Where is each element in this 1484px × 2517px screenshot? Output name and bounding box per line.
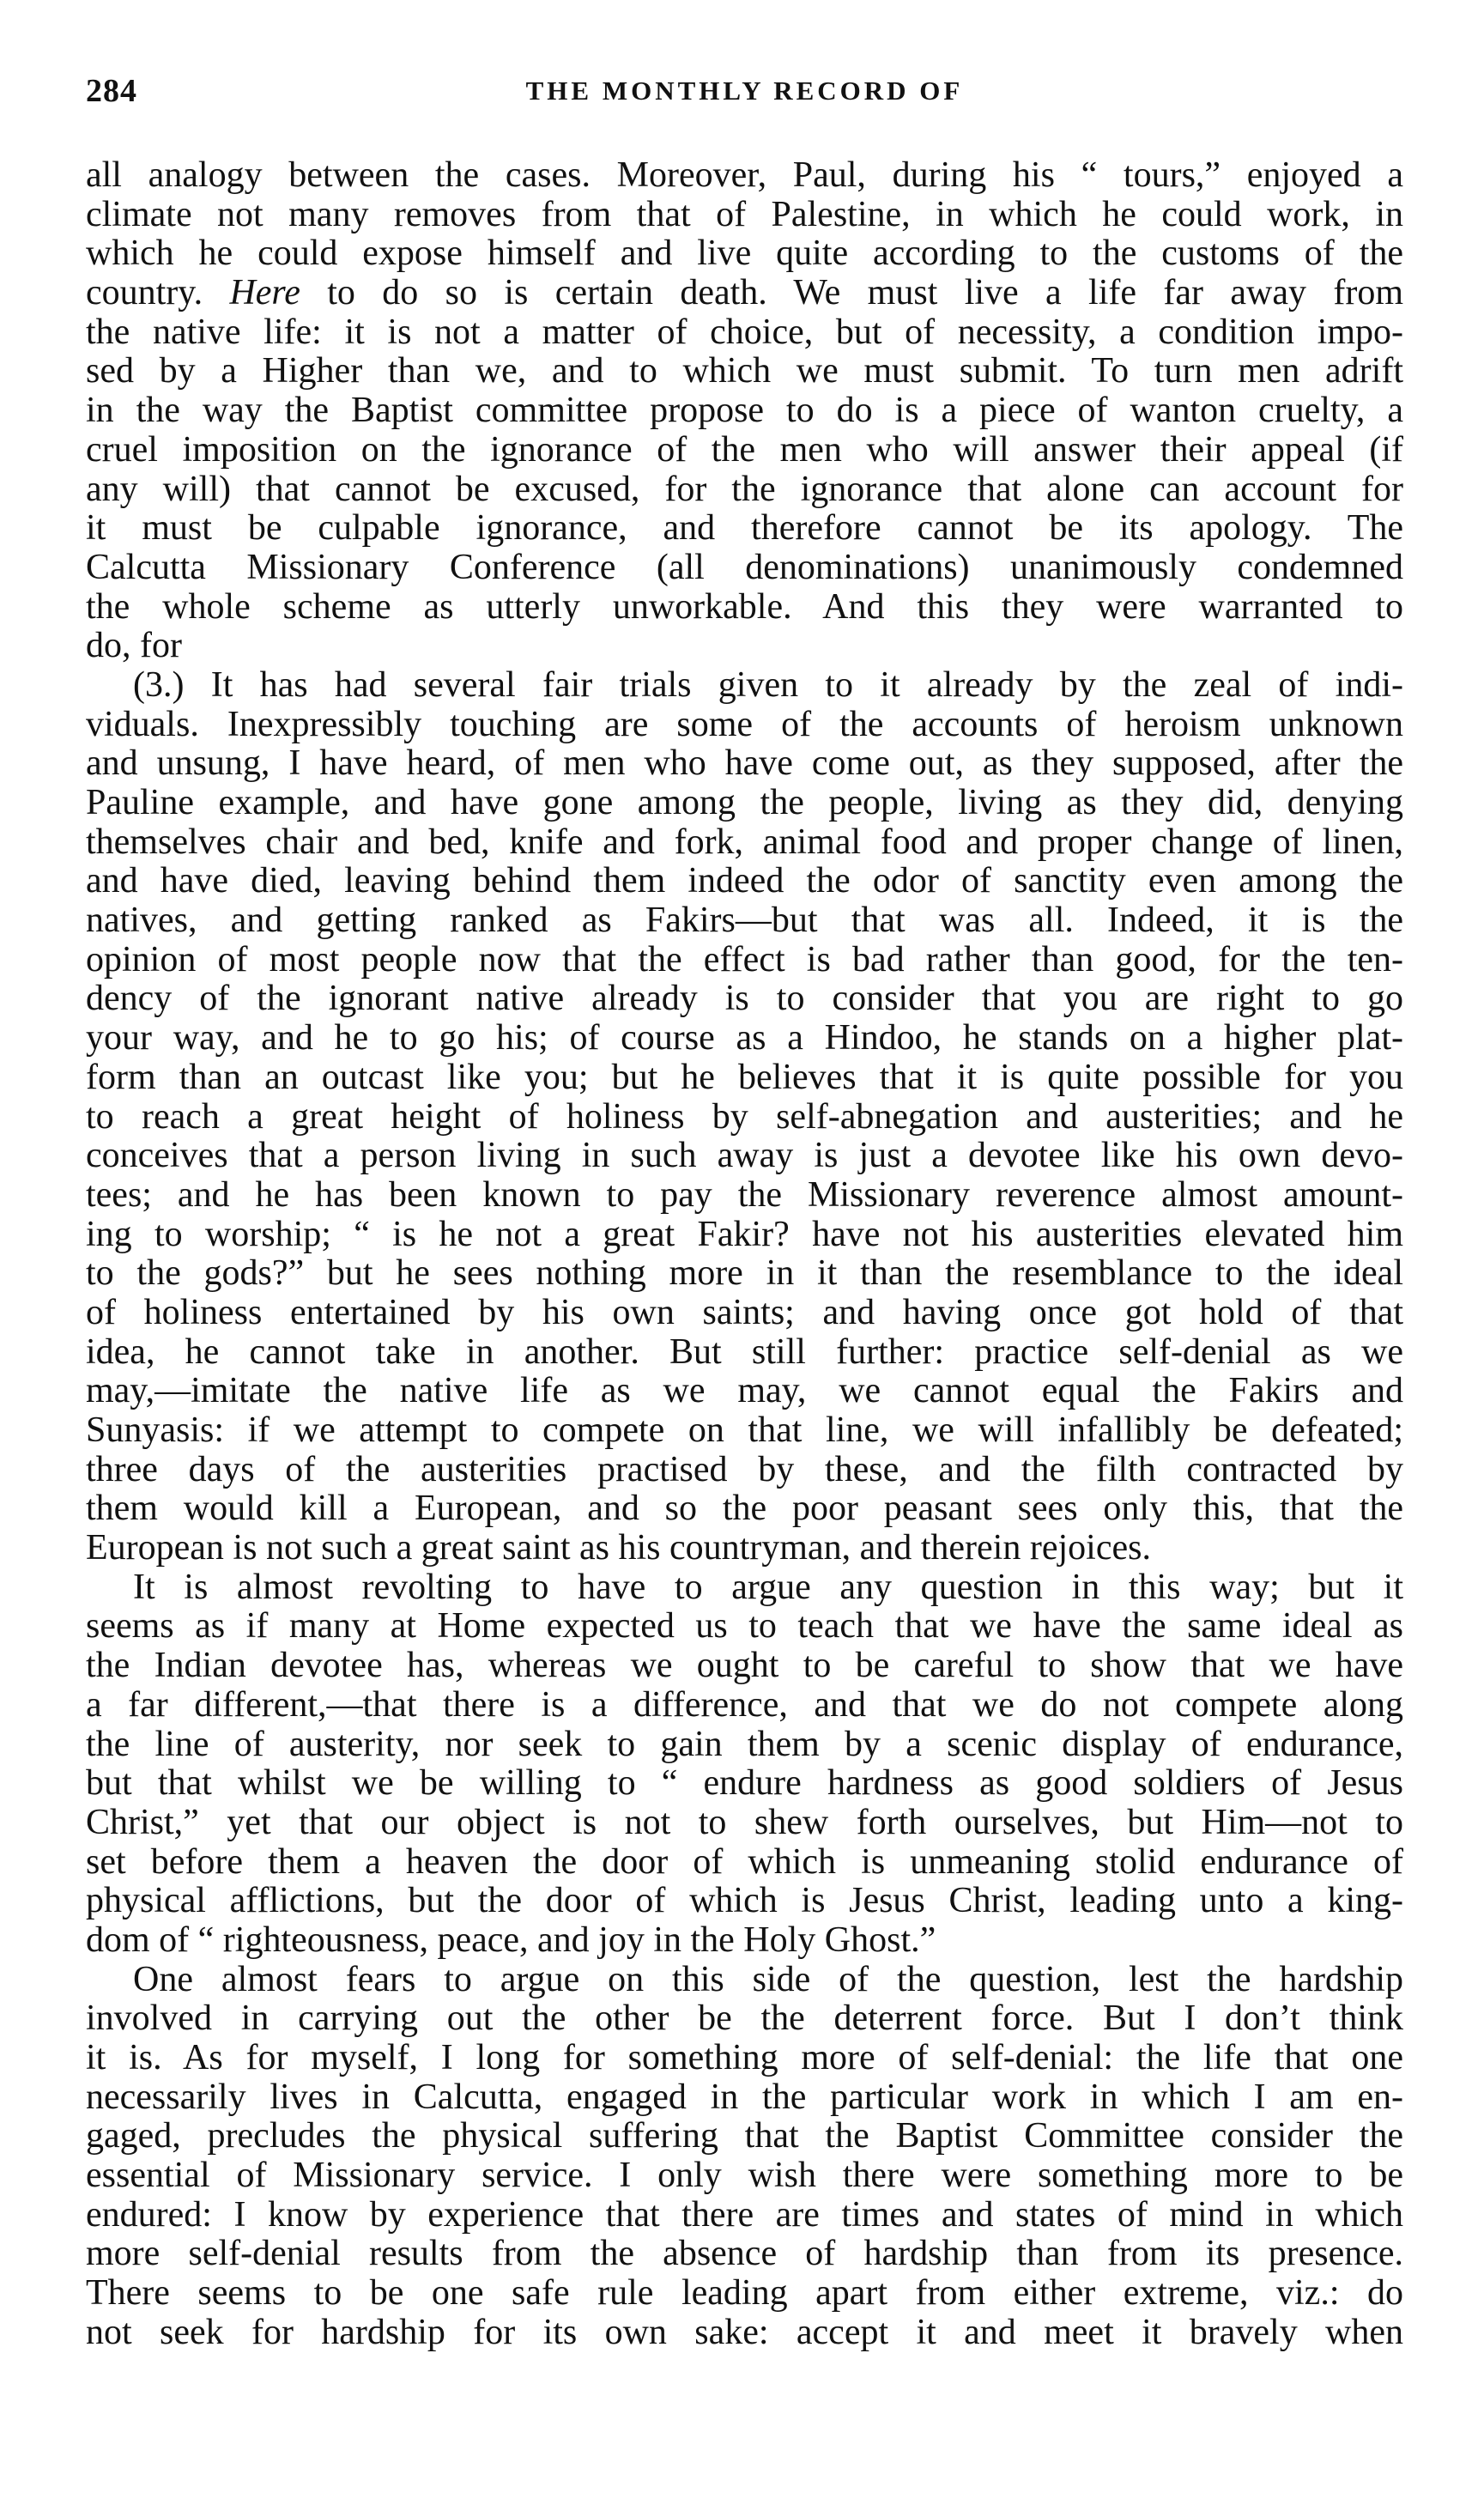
text-line: may,—imitate the native life as we may, we cannot equal the Fakirs and bbox=[86, 1372, 1403, 1411]
text-line: all analogy between the cases. Moreover, Paul, during his “ tours,” enjoyed a bbox=[86, 156, 1403, 195]
emphasis: Here bbox=[229, 274, 300, 313]
text-line: of holiness entertained by his own saints; and having once got hold of that bbox=[86, 1293, 1403, 1332]
text-line: a far different,—that there is a difference, and that we do not compete along bbox=[86, 1685, 1403, 1725]
text-line: cruel imposition on the ignorance of the men who will answer their appeal (if bbox=[86, 430, 1403, 470]
text-line: natives, and getting ranked as Fakirs—but that was all. Indeed, it is the bbox=[86, 901, 1403, 941]
text-line: the line of austerity, nor seek to gain them by a scenic display of endurance, bbox=[86, 1725, 1403, 1764]
text-line: set before them a heaven the door of which is unmeaning stolid endurance of bbox=[86, 1842, 1403, 1882]
text-line: gaged, precludes the physical suffering that the Baptist Committee consider the bbox=[86, 2117, 1403, 2156]
text-line: dom of “ righteousness, peace, and joy in the Holy Ghost.” bbox=[86, 1920, 936, 1960]
text-line: necessarily lives in Calcutta, engaged in the particular work in which I am en- bbox=[86, 2077, 1403, 2117]
text-line: and unsung, I have heard, of men who have come out, as they supposed, after the bbox=[86, 744, 1403, 784]
running-head bbox=[86, 72, 1403, 124]
text-line: idea, he cannot take in another. But still further: practice self-denial as we bbox=[86, 1332, 1403, 1372]
text-line: it is. As for myself, I long for something more of self-denial: the life that one bbox=[86, 2039, 1403, 2077]
text-line: seems as if many at Home expected us to teach that we have the same ideal as bbox=[86, 1607, 1403, 1647]
text-line: them would kill a European, and so the poor peasant sees only this, that the bbox=[86, 1489, 1403, 1529]
text-line: endured: I know by experience that there are times and states of mind in which bbox=[86, 2195, 1403, 2235]
text-line: which he could expose himself and live quite according to the customs of the bbox=[86, 234, 1403, 274]
text-line: Calcutta Missionary Conference (all denominations) unanimously condemned bbox=[86, 548, 1403, 587]
text-line: essential of Missionary service. I only wish there were something more to be bbox=[86, 2156, 1403, 2196]
text-line: It is almost revolting to have to argue any question in this way; but it bbox=[133, 1568, 1403, 1607]
text-line: any will) that cannot be excused, for the ignorance that alone can account for bbox=[86, 470, 1403, 509]
page-number: 284 bbox=[86, 73, 137, 109]
text-line: climate not many removes from that of Palestine, in which he could work, in bbox=[86, 195, 1403, 234]
text-line: There seems to be one safe rule leading apart from either extreme, viz.: do bbox=[86, 2274, 1403, 2314]
text-line: and have died, leaving behind them indeed the odor of sanctity even among the bbox=[86, 862, 1403, 901]
text-line: not seek for hardship for its own sake: accept it and meet it bravely when bbox=[86, 2313, 1403, 2352]
text-line: involved in carrying out the other be the deterrent force. But I don’t think bbox=[86, 1999, 1403, 2039]
text-line: to reach a great height of holiness by self-abnegation and austerities; and he bbox=[86, 1097, 1403, 1137]
text-line: opinion of most people now that the effect is bad rather than good, for the ten- bbox=[86, 940, 1403, 980]
text-line: three days of the austerities practised by these, and the filth contracted by bbox=[86, 1450, 1403, 1489]
text-line: physical afflictions, but the door of which is Jesus Christ, leading unto a king- bbox=[86, 1882, 1403, 1921]
text-line: country. Here to do so is certain death. We must live a life far away from bbox=[86, 274, 1403, 313]
text-line: One almost fears to argue on this side of the question, lest the hardship bbox=[133, 1960, 1403, 1999]
text-line: tees; and he has been known to pay the Missionary reverence almost amount- bbox=[86, 1175, 1403, 1215]
text-line: it must be culpable ignorance, and therefore cannot be its apology. The bbox=[86, 509, 1403, 549]
text-line: but that whilst we be willing to “ endure hardness as good soldiers of Jesus bbox=[86, 1764, 1403, 1804]
text-line: dency of the ignorant native already is to consider that you are right to go bbox=[86, 980, 1403, 1019]
text-line: European is not such a great saint as his countryman, and therein rejoices. bbox=[86, 1529, 1151, 1568]
text-line: the whole scheme as utterly unworkable. And this they were warranted to bbox=[86, 587, 1403, 627]
text-line: Christ,” yet that our object is not to shew forth ourselves, but Him—not to bbox=[86, 1803, 1403, 1842]
text-line: the native life: it is not a matter of choice, but of necessity, a condition impo- bbox=[86, 312, 1403, 352]
text-line: in the way the Baptist committee propose to do is a piece of wanton cruelty, a bbox=[86, 391, 1403, 431]
text-line: Pauline example, and have gone among the people, living as they did, denying bbox=[86, 784, 1403, 822]
text-line: themselves chair and bed, knife and fork, animal food and proper change of linen, bbox=[86, 822, 1403, 862]
text-line: the Indian devotee has, whereas we ought to be careful to show that we have bbox=[86, 1647, 1403, 1686]
running-title: THE MONTHLY RECORD OF bbox=[525, 76, 964, 106]
text-line: Sunyasis: if we attempt to compete on that line, we will infallibly be defeated; bbox=[86, 1411, 1403, 1450]
text-line: ing to worship; “ is he not a great Fakir? have not his austerities elevated him bbox=[86, 1215, 1403, 1254]
text-line: your way, and he to go his; of course as a Hindoo, he stands on a higher plat- bbox=[86, 1019, 1403, 1058]
text-line: do, for bbox=[86, 627, 182, 666]
text-line: (3.) It has had several fair trials given to it already by the zeal of indi- bbox=[133, 665, 1403, 705]
body-text bbox=[86, 156, 1403, 2353]
text-line: viduals. Inexpressibly touching are some of the accounts of heroism unknown bbox=[86, 705, 1403, 744]
text-line: conceives that a person living in such away is just a devotee like his own devo- bbox=[86, 1137, 1403, 1176]
text-line: sed by a Higher than we, and to which we must submit. To turn men adrift bbox=[86, 352, 1403, 391]
text-line: more self-denial results from the absence of hardship than from its presence. bbox=[86, 2235, 1403, 2274]
text-line: to the gods?” but he sees nothing more in it than the resemblance to the ideal bbox=[86, 1254, 1403, 1294]
text-line: form than an outcast like you; but he believes that it is quite possible for you bbox=[86, 1058, 1403, 1097]
